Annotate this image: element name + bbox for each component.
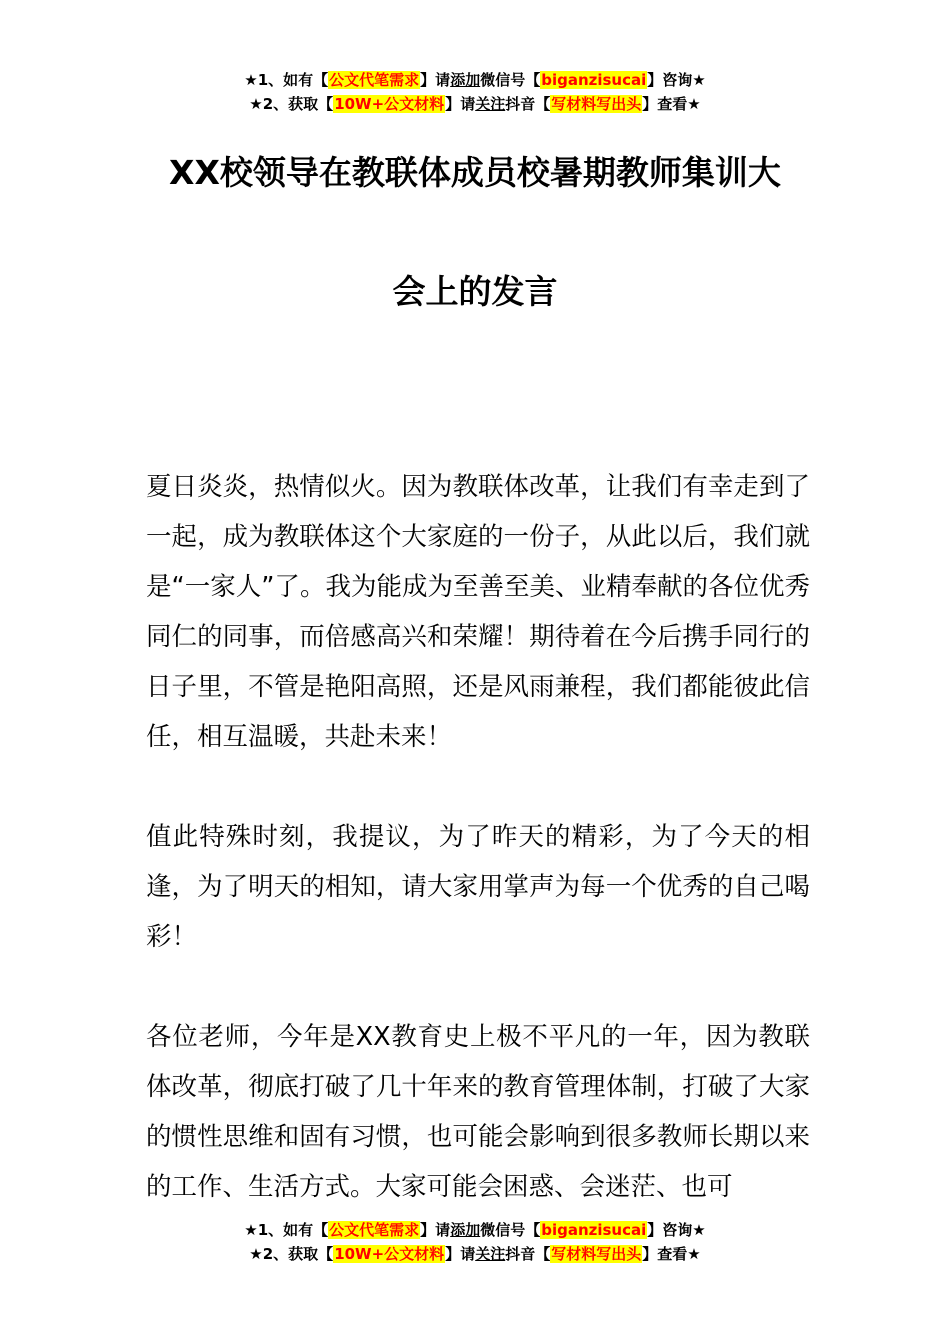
document-title-line-2: 会上的发言 <box>392 272 558 311</box>
document-body <box>146 462 810 1262</box>
banner-underlined: 关注 <box>475 1245 506 1263</box>
banner-highlight: 10W+公文材料 <box>334 1245 445 1263</box>
banner-text: 】查看★ <box>642 1245 701 1263</box>
banner-text: ★2、获取【 <box>249 95 334 113</box>
banner-text: 微信号【 <box>480 1221 541 1239</box>
body-paragraph-1: 夏日炎炎，热情似火。因为教联体改革，让我们有幸走到了一起，成为教联体这个大家庭的一份子，从此以后，我们就是“一家人”了。我为能成为至善至美、业精奉献的各位优秀同仁的同事，而倍感高兴和荣耀！期待着在今后携手同行的日子里，不管是艳阳高照，还是风雨兼程，我们都能彼此信任，相互温暖，共赴未来！ <box>146 472 810 752</box>
banner-underlined: 关注 <box>475 95 506 113</box>
body-paragraph-2: 值此特殊时刻，我提议，为了昨天的精彩，为了今天的相逢，为了明天的相知，请大家用掌声为每一个优秀的自己喝彩！ <box>146 822 810 952</box>
banner-text: ★1、如有【 <box>244 71 329 89</box>
header-banner <box>0 68 950 116</box>
banner-highlight: biganzisucai <box>541 71 647 89</box>
banner-highlight: 公文代笔需求 <box>329 71 420 89</box>
footer-banner <box>0 1218 950 1266</box>
banner-text: 微信号【 <box>480 71 541 89</box>
banner-text: 】请 <box>445 1245 476 1263</box>
banner-text: 】查看★ <box>642 95 701 113</box>
banner-text: 】请 <box>420 71 451 89</box>
banner-line-2 <box>0 92 950 116</box>
banner-text: 】请 <box>420 1221 451 1239</box>
body-paragraph-3: 各位老师，今年是XX教育史上极不平凡的一年，因为教联体改革，彻底打破了几十年来的教育管理体制，打破了大家的惯性思维和固有习惯，也可能会影响到很多教师长期以来的工作、生活方式。大家可能会困惑、会迷茫、也可 <box>146 1022 810 1202</box>
banner-highlight: biganzisucai <box>541 1221 647 1239</box>
banner-underlined: 添加 <box>450 1221 481 1239</box>
document-title-line-1: XX校领导在教联体成员校暑期教师集训大 <box>169 153 781 192</box>
banner-highlight: 写材料写出头 <box>551 95 642 113</box>
banner-text: 】咨询★ <box>647 71 706 89</box>
banner-line-2 <box>0 1242 950 1266</box>
banner-text: 抖音【 <box>505 1245 551 1263</box>
banner-text: ★2、获取【 <box>249 1245 334 1263</box>
banner-underlined: 添加 <box>450 71 481 89</box>
banner-text: 】请 <box>445 95 476 113</box>
banner-text: 】咨询★ <box>647 1221 706 1239</box>
banner-text: ★1、如有【 <box>244 1221 329 1239</box>
banner-highlight: 写材料写出头 <box>551 1245 642 1263</box>
banner-text: 抖音【 <box>505 95 551 113</box>
banner-highlight: 10W+公文材料 <box>334 95 445 113</box>
banner-line-1 <box>0 68 950 92</box>
banner-highlight: 公文代笔需求 <box>329 1221 420 1239</box>
banner-line-1 <box>0 1218 950 1242</box>
